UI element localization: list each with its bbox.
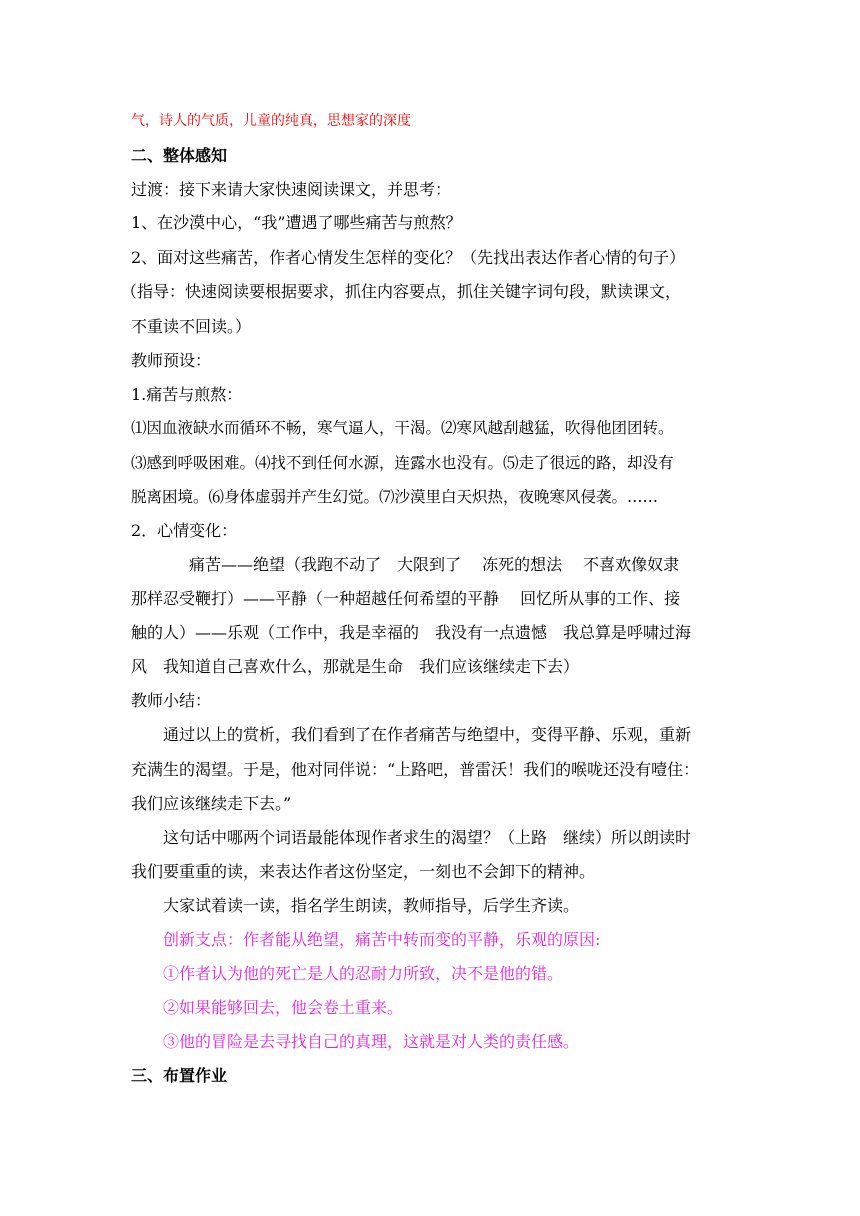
text-line: ⑴因血液缺水而循环不畅，寒气逼人，干渴。⑵寒风越刮越猛，吹得他团团转。: [131, 419, 674, 437]
text-line: ①作者认为他的死亡是人的忍耐力所致，决不是他的错。: [163, 964, 564, 983]
text-line: 风 我知道自己喜欢什么，那就是生命 我们应该继续走下去）: [131, 657, 580, 676]
text-line: 充满生的渴望。于是，他对同伴说：“上路吧，普雷沃！我们的喉咙还没有噎住：: [131, 760, 700, 779]
section-heading: 三、布置作业: [131, 1066, 228, 1085]
text-line: 我们应该继续走下去。”: [131, 794, 292, 813]
text-line: 过渡：接下来请大家快速阅读课文，并思考：: [131, 180, 452, 199]
text-line: 2．心情变化：: [131, 521, 238, 540]
section-heading: 二、整体感知: [131, 146, 228, 165]
text-line: ②如果能够回去，他会卷土重来。: [163, 998, 404, 1017]
text-line: 通过以上的赏析，我们看到了在作者痛苦与绝望中，变得平静、乐观，重新: [163, 725, 692, 744]
text-line: 教师小结：: [131, 691, 212, 710]
text-line: 气，诗人的气质，儿童的纯真，思想家的深度: [131, 113, 411, 129]
text-line: 这句话中哪两个词语最能体现作者求生的渴望？（上路 继续）所以朗读时: [163, 828, 692, 847]
text-line: 我们要重重的读，来表达作者这份坚定，一刻也不会卸下的精神。: [131, 862, 596, 881]
text-line: 脱离困境。⑹身体虚弱并产生幻觉。⑺沙漠里白天炽热，夜晚寒风侵袭。……: [131, 488, 659, 506]
text-line: 教师预设：: [131, 351, 212, 370]
text-line: 创新支点：作者能从绝望，痛苦中转而变的平静，乐观的原因:: [163, 930, 601, 949]
text-line: 大家试着读一读，指名学生朗读，教师指导，后学生齐读。: [163, 896, 580, 915]
text-line: 触的人）——乐观（工作中，我是幸福的 我没有一点遗憾 我总算是呼啸过海: [131, 623, 692, 642]
text-line: 痛苦——绝望（我跑不动了 大限到了 冻死的想法 不喜欢像奴隶: [189, 555, 680, 574]
text-line: 那样忍受鞭打）——平静（一种超越任何希望的平静 回忆所从事的工作、接: [131, 589, 681, 608]
text-line: ③他的冒险是去寻找自己的真理，这就是对人类的责任感。: [163, 1032, 580, 1051]
text-line: 1.痛苦与煎熬：: [131, 385, 243, 404]
text-line: ⑶感到呼吸困难。⑷找不到任何水源，连露水也没有。⑸走了很远的路，却没有: [131, 454, 674, 472]
text-line: 1、在沙漠中心，“我”遭遇了哪些痛苦与煎熬？: [131, 213, 462, 232]
text-line: 2、面对这些痛苦，作者心情发生怎样的变化？（先找出表达作者心情的句子）: [131, 248, 686, 267]
text-line: （指导：快速阅读要根据要求，抓住内容要点，抓住关键字词句段，默读课文，: [121, 282, 682, 301]
text-line: 不重读不回读。）: [131, 317, 252, 336]
